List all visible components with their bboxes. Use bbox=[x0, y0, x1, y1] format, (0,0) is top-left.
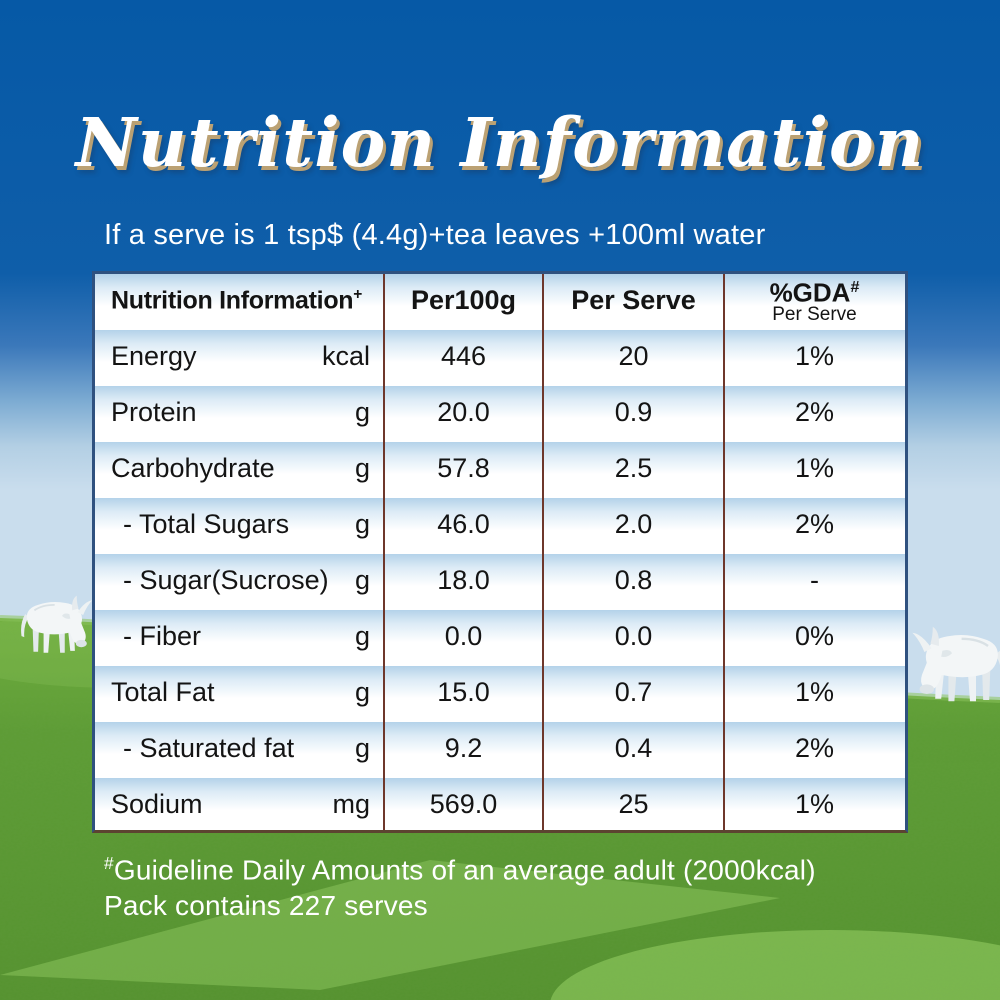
value-gda: 2% bbox=[794, 732, 835, 763]
header-per-serve: Per Serve bbox=[571, 284, 696, 315]
serving-definition-text: If a serve is 1 tsp$ (4.4g)+tea leaves +100ml water bbox=[104, 219, 766, 251]
footnote-serves-line: Pack contains 227 serves bbox=[104, 890, 428, 922]
table-row-carbohydrate bbox=[95, 442, 905, 494]
table-row-total-fat bbox=[95, 666, 905, 718]
value-per100g: 569.0 bbox=[429, 788, 498, 819]
table-row-protein bbox=[95, 386, 905, 438]
value-per100g: 446 bbox=[440, 340, 487, 371]
nutrient-unit: kcal bbox=[321, 340, 370, 371]
table-row-total-sugars bbox=[95, 498, 905, 550]
nutrient-label: Energy bbox=[111, 340, 197, 371]
value-per100g: 18.0 bbox=[437, 564, 490, 595]
footnote bbox=[104, 845, 816, 924]
value-gda: 0% bbox=[794, 620, 835, 651]
column-separator bbox=[723, 274, 725, 830]
value-gda: 1% bbox=[794, 676, 835, 707]
value-per-serve: 0.0 bbox=[614, 620, 653, 651]
value-per100g: 20.0 bbox=[437, 396, 490, 427]
nutrient-unit: g bbox=[354, 508, 370, 539]
table-row-sugar-sucrose bbox=[95, 554, 905, 606]
value-per-serve: 25 bbox=[618, 788, 649, 819]
value-per-serve: 0.8 bbox=[614, 564, 653, 595]
page-title: Nutrition Information bbox=[75, 102, 925, 182]
nutrient-unit: g bbox=[354, 676, 370, 707]
value-gda: 2% bbox=[794, 508, 835, 539]
nutrient-unit: mg bbox=[332, 788, 370, 819]
nutrient-label: - Sugar(Sucrose) bbox=[123, 564, 329, 595]
value-per100g: 0.0 bbox=[444, 620, 483, 651]
nutrient-label: Total Fat bbox=[111, 676, 215, 707]
nutrient-unit: g bbox=[354, 564, 370, 595]
nutrient-label: - Total Sugars bbox=[123, 508, 290, 539]
value-gda: - bbox=[810, 564, 819, 595]
table-row-saturated-fat bbox=[95, 722, 905, 774]
value-per100g: 46.0 bbox=[437, 508, 490, 539]
nutrient-unit: g bbox=[354, 620, 370, 651]
header-nutrition-information: Nutrition Information+ bbox=[111, 285, 363, 315]
table-row-fiber bbox=[95, 610, 905, 662]
table-header-row bbox=[95, 274, 905, 326]
value-per100g: 15.0 bbox=[437, 676, 490, 707]
value-per-serve: 0.7 bbox=[614, 676, 653, 707]
value-per-serve: 2.0 bbox=[614, 508, 653, 539]
nutrient-unit: g bbox=[354, 732, 370, 763]
column-separator bbox=[542, 274, 544, 830]
nutrient-label: Sodium bbox=[111, 788, 203, 819]
value-per-serve: 0.4 bbox=[614, 732, 653, 763]
value-gda: 1% bbox=[794, 452, 835, 483]
value-per-serve: 0.9 bbox=[614, 396, 653, 427]
nutrient-label: Carbohydrate bbox=[111, 452, 275, 483]
nutrient-unit: g bbox=[354, 452, 370, 483]
value-per-serve: 20 bbox=[618, 340, 649, 371]
nutrient-unit: g bbox=[354, 396, 370, 427]
value-per-serve: 2.5 bbox=[614, 452, 653, 483]
value-gda: 2% bbox=[794, 396, 835, 427]
nutrient-label: - Fiber bbox=[123, 620, 202, 651]
table-row-energy bbox=[95, 330, 905, 382]
value-per100g: 57.8 bbox=[437, 452, 490, 483]
nutrition-table bbox=[92, 271, 908, 833]
nutrient-label: Protein bbox=[111, 396, 197, 427]
table-row-sodium bbox=[95, 778, 905, 830]
value-gda: 1% bbox=[794, 788, 835, 819]
column-separator bbox=[383, 274, 385, 830]
nutrient-label: - Saturated fat bbox=[123, 732, 295, 763]
header-per100g: Per100g bbox=[410, 284, 517, 315]
value-gda: 1% bbox=[794, 340, 835, 371]
header-gda: %GDA# Per Serve bbox=[769, 277, 860, 325]
footnote-gda-line: #Guideline Daily Amounts of an average adult (2000kcal) bbox=[104, 853, 816, 886]
value-per100g: 9.2 bbox=[444, 732, 483, 763]
